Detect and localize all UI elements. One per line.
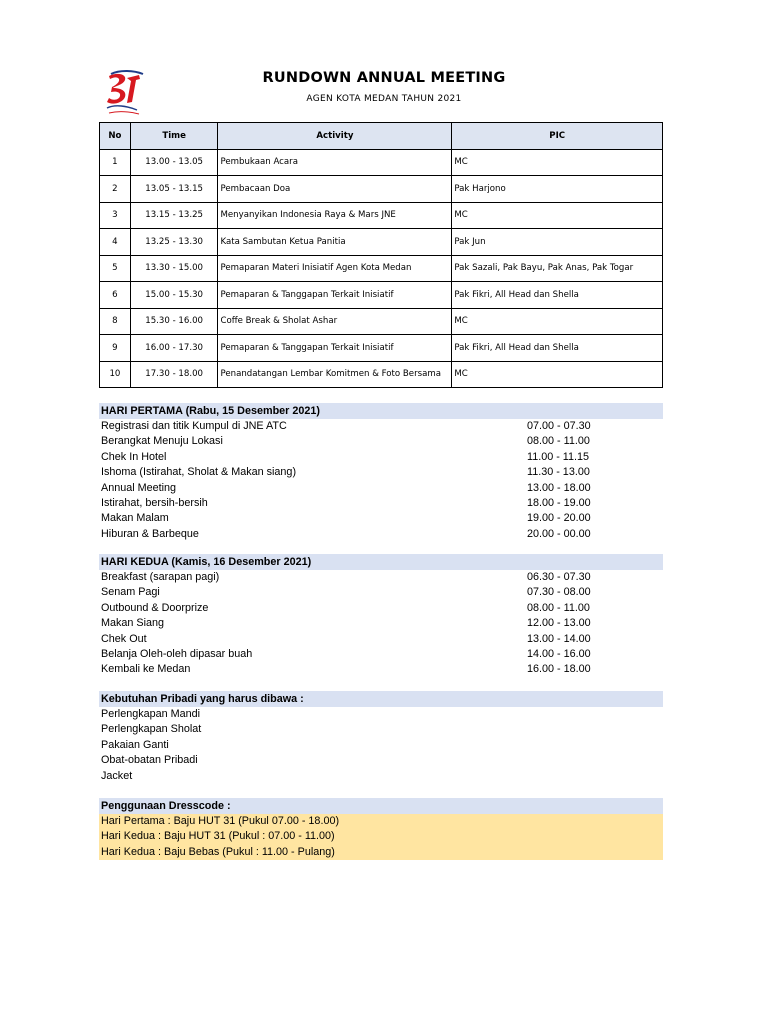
- item-label: Senam Pagi: [101, 586, 160, 599]
- item-label: Registrasi dan titik Kumpul di JNE ATC: [101, 420, 287, 432]
- row-no: 8: [100, 308, 131, 335]
- item-label: Hiburan & Barbeque: [101, 527, 199, 540]
- item-time: 20.00 - 00.00: [527, 527, 591, 540]
- row-activity: Coffe Break & Sholat Ashar: [218, 308, 452, 335]
- row-pic: Pak Harjono: [452, 176, 663, 203]
- item-time: 13.00 - 18.00: [527, 481, 591, 494]
- page-subtitle: AGEN KOTA MEDAN TAHUN 2021: [306, 94, 462, 104]
- row-pic: MC: [452, 361, 663, 388]
- needs-section: [99, 691, 663, 784]
- row-pic: Pak Fikri, All Head dan Shella: [452, 335, 663, 362]
- item-time: 08.00 - 11.00: [527, 601, 590, 614]
- list-item: [99, 481, 663, 496]
- item-time: 08.00 - 11.00: [527, 435, 590, 448]
- item-time: 16.00 - 18.00: [527, 663, 591, 676]
- table-row: [100, 229, 663, 256]
- row-pic: MC: [452, 202, 663, 229]
- row-time: 13.15 - 13.25: [130, 202, 218, 229]
- item-time: 18.00 - 19.00: [527, 496, 591, 509]
- list-item: [99, 601, 663, 616]
- row-no: 4: [100, 229, 131, 256]
- list-item: Hari Pertama : Baju HUT 31 (Pukul 07.00 - 18.00): [99, 814, 663, 829]
- item-label: Kembali ke Medan: [101, 663, 191, 676]
- list-item: Jacket: [101, 769, 133, 782]
- row-activity: Pemaparan & Tanggapan Terkait Inisiatif: [218, 335, 452, 362]
- table-row: [100, 308, 663, 335]
- row-time: 13.05 - 13.15: [130, 176, 218, 203]
- table-row: [100, 202, 663, 229]
- row-time: 16.00 - 17.30: [130, 335, 218, 362]
- table-row: [100, 149, 663, 176]
- list-item: [99, 632, 663, 647]
- item-label: Istirahat, bersih-bersih: [101, 496, 208, 509]
- table-header-row: [100, 123, 663, 150]
- list-item: [99, 527, 663, 542]
- list-item: [99, 585, 663, 600]
- item-label: Breakfast (sarapan pagi): [101, 571, 220, 583]
- row-time: 13.25 - 13.30: [130, 229, 218, 256]
- row-no: 9: [100, 335, 131, 362]
- row-activity: Pemaparan Materi Inisiatif Agen Kota Medan: [218, 255, 452, 282]
- row-no: 1: [100, 149, 131, 176]
- dresscode-section: [99, 798, 663, 860]
- item-time: 06.30 - 07.30: [527, 571, 591, 583]
- list-item: [99, 496, 663, 511]
- list-item: Perlengkapan Mandi: [101, 708, 201, 720]
- list-item: Pakaian Ganti: [101, 738, 169, 751]
- row-pic: MC: [452, 149, 663, 176]
- column-header-pic: PIC: [452, 123, 663, 150]
- item-time: 13.00 - 14.00: [527, 632, 591, 645]
- row-time: 17.30 - 18.00: [130, 361, 218, 388]
- list-item: [99, 616, 663, 631]
- list-item: Hari Kedua : Baju Bebas (Pukul : 11.00 - Pulang): [99, 845, 663, 860]
- item-label: Chek Out: [101, 632, 147, 645]
- row-time: 15.00 - 15.30: [130, 282, 218, 309]
- item-label: Annual Meeting: [101, 481, 177, 494]
- item-label: Belanja Oleh-oleh dipasar buah: [101, 647, 253, 660]
- row-time: 13.30 - 15.00: [130, 255, 218, 282]
- row-no: 6: [100, 282, 131, 309]
- list-item: [99, 570, 663, 585]
- day2-section: [99, 554, 663, 678]
- row-activity: Pembukaan Acara: [218, 149, 452, 176]
- table-row: [100, 282, 663, 309]
- item-time: 07.30 - 08.00: [527, 586, 591, 599]
- table-row: [100, 176, 663, 203]
- item-label: Berangkat Menuju Lokasi: [101, 435, 223, 448]
- item-time: 19.00 - 20.00: [527, 512, 591, 525]
- item-label: Chek In Hotel: [101, 450, 167, 463]
- row-pic: Pak Fikri, All Head dan Shella: [452, 282, 663, 309]
- list-item: Hari Kedua : Baju HUT 31 (Pukul : 07.00 - 11.00): [99, 829, 663, 844]
- row-no: 2: [100, 176, 131, 203]
- table-row: [100, 335, 663, 362]
- row-activity: Menyanyikan Indonesia Raya & Mars JNE: [218, 202, 452, 229]
- item-time: 07.00 - 07.30: [527, 420, 591, 432]
- item-time: 12.00 - 13.00: [527, 617, 591, 630]
- list-item: [99, 647, 663, 662]
- column-header-activity: Activity: [218, 123, 452, 150]
- list-item: [99, 434, 663, 449]
- list-item: [99, 419, 663, 434]
- column-header-no: No: [100, 123, 131, 150]
- item-label: Outbound & Doorprize: [101, 601, 209, 614]
- needs-heading: Kebutuhan Pribadi yang harus dibawa :: [99, 691, 663, 707]
- dresscode-heading: Penggunaan Dresscode :: [99, 798, 663, 814]
- row-pic: MC: [452, 308, 663, 335]
- list-item: [99, 662, 663, 677]
- row-pic: Pak Sazali, Pak Bayu, Pak Anas, Pak Togar: [452, 255, 663, 282]
- list-item: Perlengkapan Sholat: [101, 723, 202, 736]
- row-activity: Pemaparan & Tanggapan Terkait Inisiatif: [218, 282, 452, 309]
- list-item: Obat-obatan Pribadi: [101, 754, 198, 767]
- row-no: 3: [100, 202, 131, 229]
- item-time: 11.30 - 13.00: [527, 466, 590, 479]
- row-activity: Pembacaan Doa: [218, 176, 452, 203]
- row-time: 13.00 - 13.05: [130, 149, 218, 176]
- rundown-table: [99, 122, 663, 388]
- row-time: 15.30 - 16.00: [130, 308, 218, 335]
- row-no: 5: [100, 255, 131, 282]
- day1-section: [99, 403, 663, 542]
- item-time: 11.00 - 11.15: [527, 450, 590, 463]
- list-item: [99, 450, 663, 465]
- row-no: 10: [100, 361, 131, 388]
- item-label: Ishoma (Istirahat, Sholat & Makan siang): [101, 466, 297, 479]
- row-pic: Pak Jun: [452, 229, 663, 256]
- day2-heading: HARI KEDUA (Kamis, 16 Desember 2021): [99, 554, 663, 570]
- column-header-time: Time: [130, 123, 218, 150]
- item-label: Makan Malam: [101, 512, 169, 525]
- page-title: RUNDOWN ANNUAL MEETING: [262, 70, 506, 86]
- item-time: 14.00 - 16.00: [527, 647, 591, 660]
- list-item: [99, 465, 663, 480]
- row-activity: Penandatangan Lembar Komitmen & Foto Bersama: [218, 361, 452, 388]
- row-activity: Kata Sambutan Ketua Panitia: [218, 229, 452, 256]
- day1-heading: HARI PERTAMA (Rabu, 15 Desember 2021): [99, 403, 663, 419]
- list-item: [99, 511, 663, 526]
- table-row: [100, 361, 663, 388]
- item-label: Makan Siang: [101, 617, 165, 630]
- table-row: [100, 255, 663, 282]
